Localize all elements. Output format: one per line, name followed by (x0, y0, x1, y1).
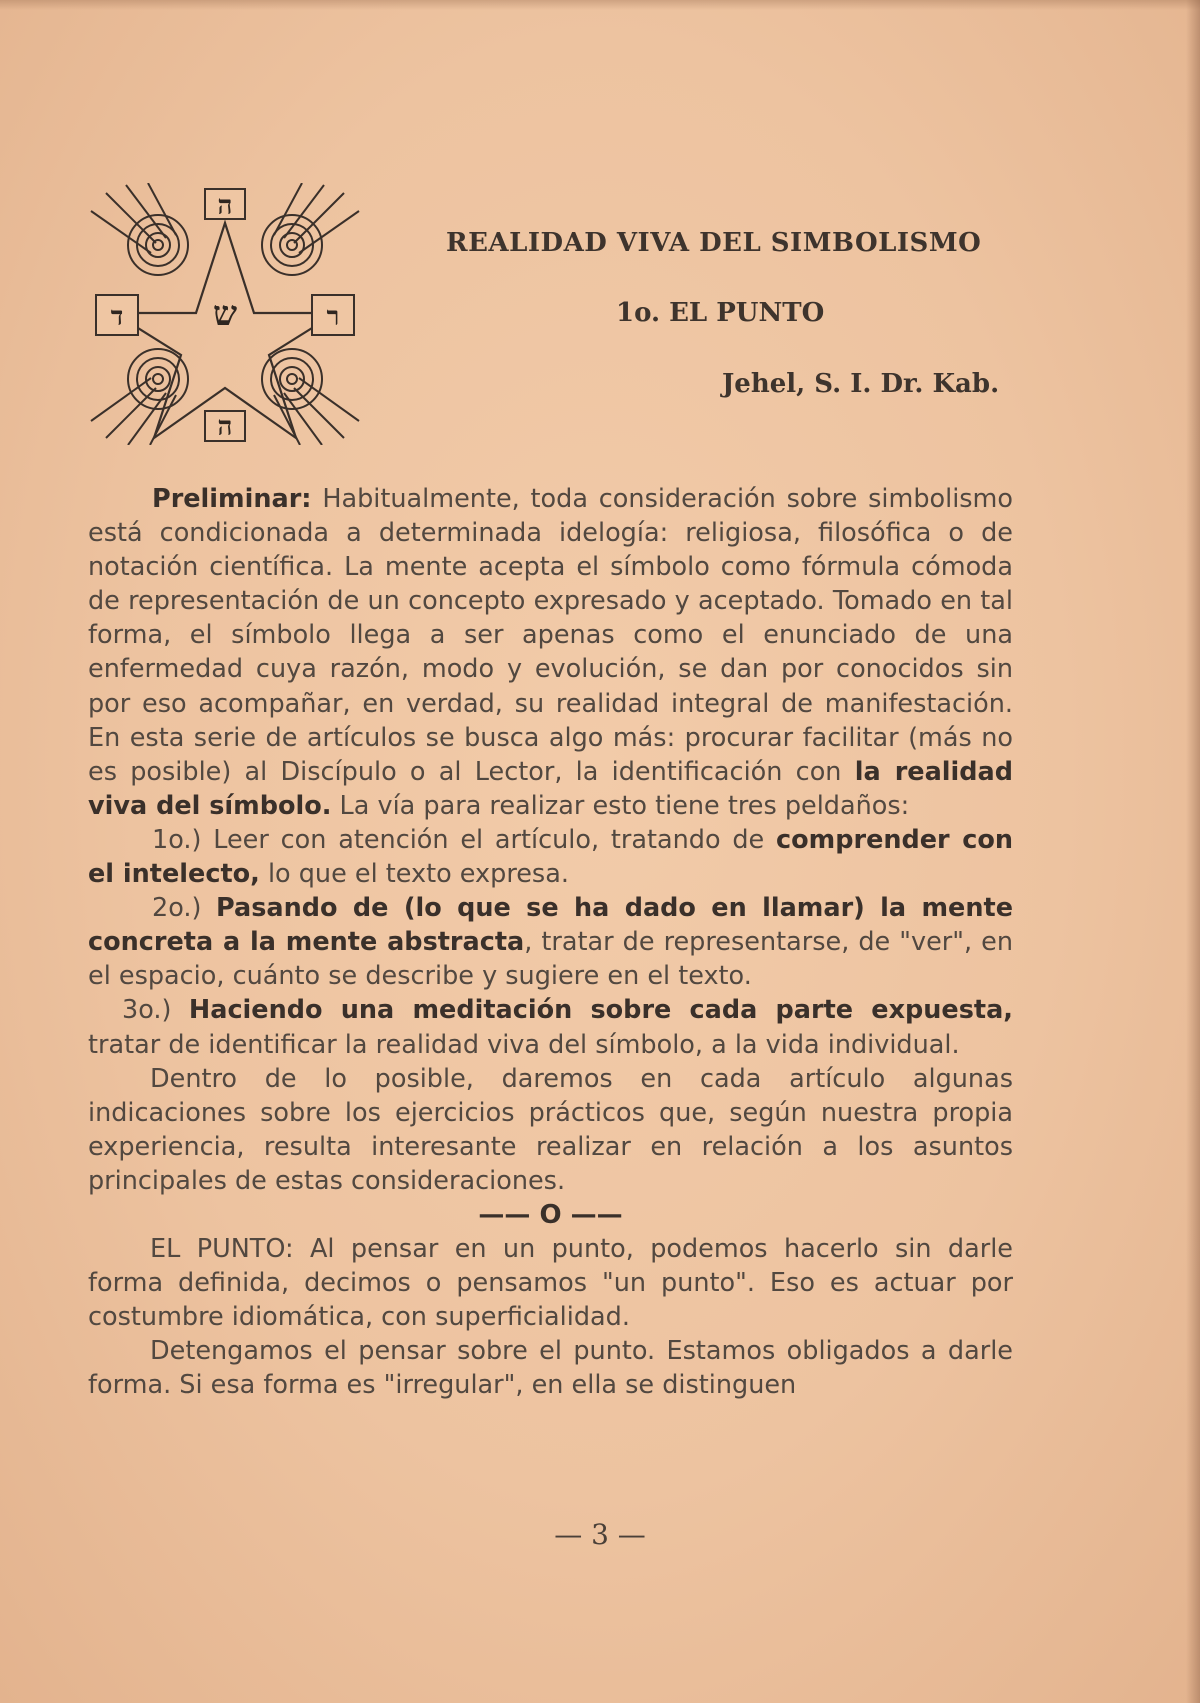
bold-phrase: Haciendo una meditación sobre cada parte expuesta, (188, 995, 1013, 1026)
paragraph-text: La vía para realizar esto tiene tres peldaños: (331, 790, 910, 821)
paragraph-text: tratar de identificar la realidad viva del símbolo, a la vida individual. (88, 1029, 960, 1060)
paragraph-step-1 (88, 823, 1013, 891)
paragraph-detengamos: Detengamos el pensar sobre el punto. Estamos obligados a darle forma. Si esa forma es "irregular", en ella se distinguen (88, 1336, 1013, 1401)
article-body (88, 482, 1013, 1402)
page-number: — 3 — (554, 1518, 646, 1551)
bold-phrase: comprender con el intelecto, (88, 824, 1013, 890)
bold-phrase: la realidad viva del símbolo. (88, 756, 1013, 821)
emblem-glyph-right: ר (326, 302, 340, 332)
page-edge-right (1186, 0, 1200, 1703)
paragraph-step-3 (88, 993, 1013, 1061)
emblem-glyph-top: ה (217, 191, 233, 221)
paragraph-text: lo que el texto expresa. (259, 859, 569, 890)
page-edge-top (0, 0, 1200, 10)
paragraph-text: 1o.) Leer con atención el artículo, tratando de (152, 824, 777, 855)
article-subtitle: 1o. EL PUNTO (616, 298, 825, 328)
emblem-glyph-bottom: ה (217, 412, 233, 442)
paragraph-text: Habitualmente, toda consideración sobre simbolismo está condicionada a determinada idelogía: religiosa, filosófica o de notación científica. La mente acepta el símbolo como fórmula cómoda de representación de un concepto expresado y aceptado. Tomado en tal forma, el símbolo llega a ser apenas como el enunciado de una enfermedad cuya razón, modo y evolución, se dan por conocidos sin por eso acompañar, en verdad, su realidad integral de manifestación. En esta serie de artículos se busca algo más: procurar facilitar (más no es posible) al Discípulo o al Lector, la identificación con (88, 484, 1013, 787)
bold-phrase: Pasando de (lo que se ha dado en llamar) la mente concreta a la mente abstracta (88, 893, 1013, 958)
paragraph-el-punto: EL PUNTO: Al pensar en un punto, podemos hacerlo sin darle forma definida, decimos o pensamos "un punto". Eso es actuar por costumbre idiomática, con superficialidad. (88, 1233, 1013, 1333)
kabbalistic-star-emblem-icon (86, 183, 364, 445)
paragraph-preliminar (88, 482, 1013, 823)
article-title: REALIDAD VIVA DEL SIMBOLISMO (446, 228, 982, 258)
paragraph-exercises: Dentro de lo posible, daremos en cada artículo algunas indicaciones sobre los ejercicios prácticos que, según nuestra propia experiencia, resulta interesante realizar en relación a los asuntos principales de estas consideraciones. (88, 1063, 1013, 1196)
paragraph-text: 3o.) (122, 995, 189, 1026)
emblem-glyph-left: ד (110, 302, 124, 332)
paragraph-text: , tratar de representarse, de "ver", en el espacio, cuánto se describe y sugiere en el texto. (88, 927, 1013, 992)
section-separator: —— O —— (478, 1199, 623, 1230)
emblem-glyph-center: ש (212, 294, 238, 334)
paragraph-step-2 (88, 891, 1013, 993)
article-author: Jehel, S. I. Dr. Kab. (722, 369, 1000, 399)
lead-label: Preliminar: (152, 484, 312, 514)
paragraph-text: 2o.) (152, 893, 217, 924)
